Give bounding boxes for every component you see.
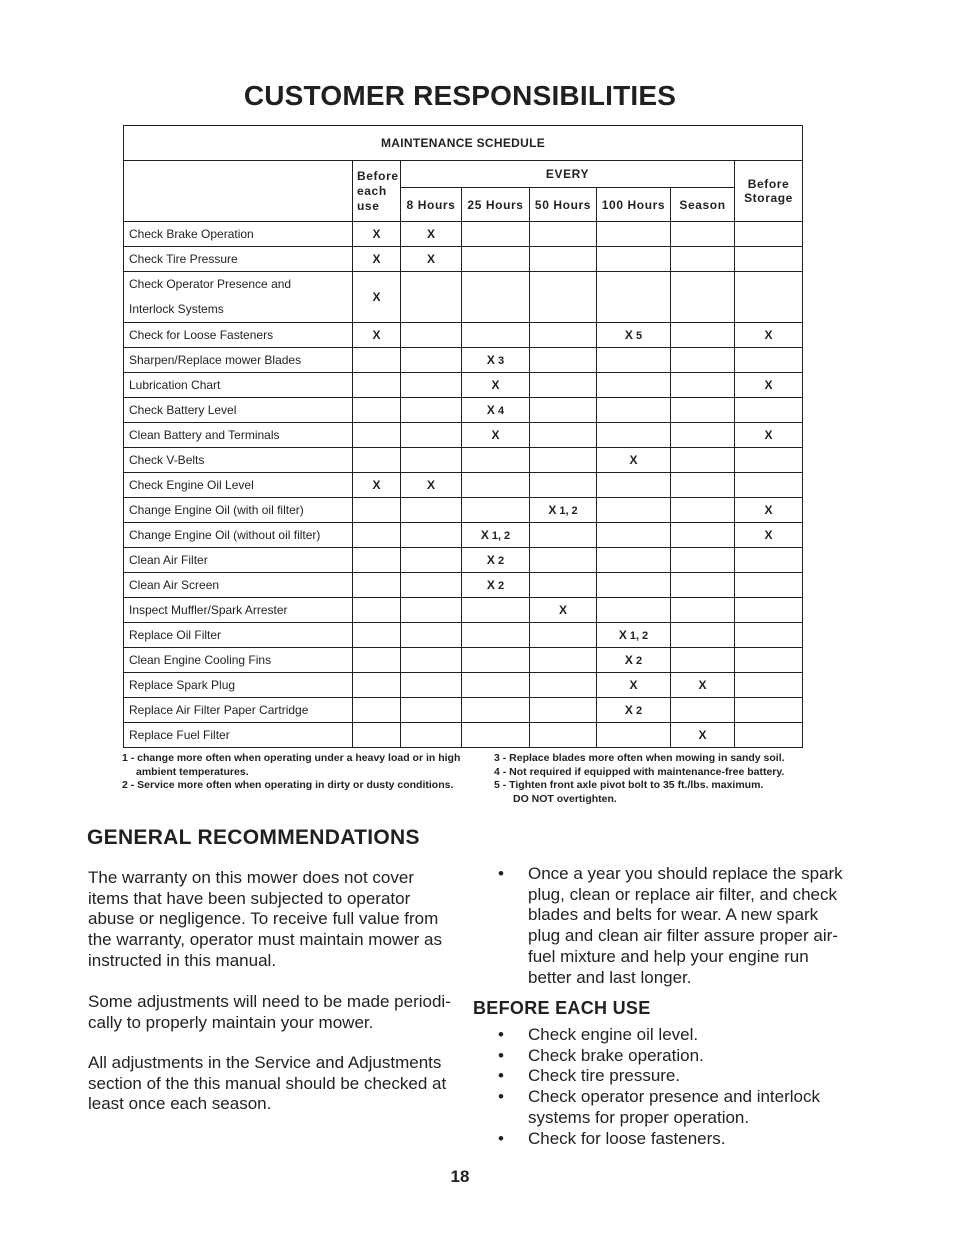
table-row: [124, 272, 803, 323]
schedule-mark-cell: [671, 598, 735, 623]
x-mark: X: [764, 378, 773, 392]
schedule-mark-cell: [401, 548, 462, 573]
task-cell: Change Engine Oil (without oil filter): [124, 523, 353, 548]
x-mark: X: [372, 290, 381, 304]
schedule-mark-cell: [353, 598, 401, 623]
footnote-ref: 2: [635, 655, 643, 667]
x-mark: X: [426, 252, 435, 266]
x-mark: X: [764, 503, 773, 517]
bullet-icon: •: [498, 1128, 504, 1148]
schedule-mark-cell: [597, 323, 671, 348]
schedule-mark-cell: [671, 673, 735, 698]
schedule-mark-cell: [530, 623, 597, 648]
footnote-ref: 2: [635, 705, 643, 717]
x-mark: X: [548, 503, 557, 517]
x-mark: X: [480, 528, 489, 542]
schedule-mark-cell: [401, 673, 462, 698]
col-before-each-use: Before each use: [353, 161, 401, 222]
schedule-mark-cell: [597, 247, 671, 272]
schedule-mark-cell: [671, 222, 735, 247]
schedule-mark-cell: [735, 523, 803, 548]
schedule-mark-cell: [671, 698, 735, 723]
schedule-mark-cell: [353, 373, 401, 398]
schedule-mark-cell: [530, 247, 597, 272]
schedule-mark-cell: [530, 573, 597, 598]
schedule-mark-cell: [530, 448, 597, 473]
x-mark: X: [372, 478, 381, 492]
general-recommendations-heading: GENERAL RECOMMENDATIONS: [87, 826, 420, 849]
table-row: [124, 673, 803, 698]
schedule-mark-cell: [401, 222, 462, 247]
schedule-mark-cell: [530, 548, 597, 573]
col-50-hours: 50 Hours: [530, 188, 597, 222]
maintenance-schedule-table: [123, 125, 802, 748]
schedule-mark-cell: [597, 272, 671, 323]
schedule-mark-cell: [462, 548, 530, 573]
table-row: [124, 247, 803, 272]
x-mark: X: [698, 678, 707, 692]
schedule-mark-cell: [401, 523, 462, 548]
schedule-mark-cell: [530, 423, 597, 448]
table-row: [124, 448, 803, 473]
schedule-mark-cell: [597, 698, 671, 723]
schedule-mark-cell: [353, 448, 401, 473]
schedule-mark-cell: [530, 373, 597, 398]
x-mark: X: [491, 428, 500, 442]
schedule-mark-cell: [671, 272, 735, 323]
schedule-mark-cell: [462, 623, 530, 648]
footnote-ref: 1, 2: [629, 630, 649, 642]
schedule-mark-cell: [353, 222, 401, 247]
schedule-mark-cell: [462, 348, 530, 373]
schedule-mark-cell: [462, 398, 530, 423]
task-cell: Clean Battery and Terminals: [124, 423, 353, 448]
footnote-3: 3 - Replace blades more often when mowing in sandy soil.: [494, 752, 785, 764]
schedule-mark-cell: [353, 348, 401, 373]
schedule-mark-cell: [462, 598, 530, 623]
schedule-mark-cell: [735, 448, 803, 473]
schedule-mark-cell: [671, 423, 735, 448]
table-row: [124, 523, 803, 548]
schedule-mark-cell: [735, 373, 803, 398]
schedule-mark-cell: [735, 323, 803, 348]
footnotes-right: [494, 752, 814, 806]
schedule-mark-cell: [462, 648, 530, 673]
x-mark: X: [426, 478, 435, 492]
schedule-mark-cell: [735, 348, 803, 373]
x-mark: X: [624, 653, 633, 667]
x-mark: X: [698, 728, 707, 742]
schedule-mark-cell: [353, 498, 401, 523]
table-row: [124, 473, 803, 498]
schedule-mark-cell: [401, 423, 462, 448]
task-cell: Check for Loose Fasteners: [124, 323, 353, 348]
schedule-mark-cell: [671, 398, 735, 423]
schedule-mark-cell: [735, 498, 803, 523]
table-row: [124, 373, 803, 398]
schedule-mark-cell: [597, 598, 671, 623]
x-mark: X: [491, 378, 500, 392]
schedule-mark-cell: [353, 473, 401, 498]
list-item: • Check for loose fasteners.: [498, 1128, 726, 1148]
schedule-mark-cell: [530, 398, 597, 423]
table-row: [124, 723, 803, 748]
x-mark: X: [764, 428, 773, 442]
schedule-mark-cell: [597, 723, 671, 748]
bullet-icon: •: [498, 1045, 504, 1065]
footnote-ref: 2: [497, 555, 505, 567]
task-cell: Check Battery Level: [124, 398, 353, 423]
list-item: • Check brake operation.: [498, 1045, 704, 1065]
schedule-mark-cell: [401, 373, 462, 398]
schedule-mark-cell: [597, 423, 671, 448]
schedule-mark-cell: [597, 623, 671, 648]
list-item: • Check tire pressure.: [498, 1066, 681, 1086]
footnote-5-cont: DO NOT overtighten.: [513, 792, 617, 805]
schedule-mark-cell: [530, 498, 597, 523]
task-cell: Inspect Muffler/Spark Arrester: [124, 598, 353, 623]
task-cell: Replace Spark Plug: [124, 673, 353, 698]
col-100-hours: 100 Hours: [597, 188, 671, 222]
schedule-mark-cell: [353, 723, 401, 748]
page-number: 18: [450, 1167, 470, 1186]
task-cell: Lubrication Chart: [124, 373, 353, 398]
x-mark: X: [629, 453, 638, 467]
bullet-icon: •: [498, 1025, 504, 1044]
yearly-bullet-list: [498, 864, 843, 988]
schedule-mark-cell: [401, 348, 462, 373]
x-mark: X: [486, 553, 495, 567]
schedule-mark-cell: [597, 548, 671, 573]
bullet-icon: •: [498, 864, 504, 883]
schedule-mark-cell: [530, 323, 597, 348]
schedule-mark-cell: [671, 623, 735, 648]
task-cell: Change Engine Oil (with oil filter): [124, 498, 353, 523]
table-row: [124, 573, 803, 598]
schedule-mark-cell: [353, 423, 401, 448]
schedule-mark-cell: [353, 673, 401, 698]
footnote-ref: 1, 2: [491, 530, 511, 542]
schedule-mark-cell: [353, 548, 401, 573]
schedule-mark-cell: [530, 222, 597, 247]
col-25-hours: 25 Hours: [462, 188, 530, 222]
x-mark: X: [486, 403, 495, 417]
before-each-use-list: [498, 1025, 843, 1149]
schedule-mark-cell: [353, 323, 401, 348]
schedule-mark-cell: [597, 498, 671, 523]
schedule-mark-cell: [462, 423, 530, 448]
schedule-mark-cell: [401, 498, 462, 523]
table-caption: MAINTENANCE SCHEDULE: [124, 126, 803, 161]
schedule-mark-cell: [530, 523, 597, 548]
x-mark: X: [764, 528, 773, 542]
schedule-mark-cell: [671, 473, 735, 498]
col-before-storage: Before Storage: [735, 161, 803, 222]
footnote-ref: 5: [635, 330, 643, 342]
schedule-mark-cell: [597, 648, 671, 673]
x-mark: X: [372, 252, 381, 266]
footnote-ref: 2: [497, 580, 505, 592]
schedule-mark-cell: [735, 247, 803, 272]
schedule-mark-cell: [401, 623, 462, 648]
schedule-mark-cell: [401, 323, 462, 348]
footnote-1-cont: ambient temperatures.: [136, 765, 249, 778]
schedule-mark-cell: [401, 723, 462, 748]
list-item: • Once a year you should replace the spark plug, clean or replace air filter, and check blades and belts for wear. A new spark plug and clean air filter assure proper air-fuel mixture and help your engine run better and last longer.: [498, 864, 843, 987]
adjustments-paragraph: Some adjustments will need to be made periodi-cally to properly maintain your mower.: [88, 992, 451, 1032]
schedule-mark-cell: [735, 222, 803, 247]
schedule-mark-cell: [462, 247, 530, 272]
schedule-mark-cell: [462, 222, 530, 247]
schedule-mark-cell: [401, 598, 462, 623]
schedule-mark-cell: [735, 623, 803, 648]
footnote-ref: 4: [497, 405, 505, 417]
schedule-mark-cell: [597, 348, 671, 373]
schedule-mark-cell: [401, 473, 462, 498]
warranty-paragraph: The warranty on this mower does not cover items that have been subjected to operator abuse or negligence. To receive full value from the warranty, operator must maintain mower as instructed in this manual.: [88, 868, 442, 970]
schedule-mark-cell: [671, 523, 735, 548]
table-row: [124, 598, 803, 623]
schedule-mark-cell: [671, 498, 735, 523]
x-mark: X: [486, 353, 495, 367]
table-row: [124, 648, 803, 673]
schedule-mark-cell: [353, 648, 401, 673]
schedule-mark-cell: [735, 272, 803, 323]
list-item: • Check engine oil level.: [498, 1025, 699, 1044]
schedule-mark-cell: [530, 698, 597, 723]
schedule-mark-cell: [597, 373, 671, 398]
page-title: CUSTOMER RESPONSIBILITIES: [243, 80, 677, 111]
x-mark: X: [624, 703, 633, 717]
season-check-paragraph: All adjustments in the Service and Adjustments section of the this manual should be checked at least once each season.: [88, 1053, 447, 1114]
task-cell: Check Engine Oil Level: [124, 473, 353, 498]
footnote-ref: 1, 2: [559, 505, 578, 517]
table-row: [124, 698, 803, 723]
schedule-mark-cell: [401, 698, 462, 723]
schedule-mark-cell: [462, 323, 530, 348]
schedule-mark-cell: [671, 648, 735, 673]
schedule-mark-cell: [597, 473, 671, 498]
schedule-mark-cell: [735, 548, 803, 573]
table-row: [124, 222, 803, 247]
x-mark: X: [558, 603, 567, 617]
task-cell: Clean Air Screen: [124, 573, 353, 598]
task-cell: Sharpen/Replace mower Blades: [124, 348, 353, 373]
schedule-mark-cell: [401, 448, 462, 473]
schedule-mark-cell: [462, 373, 530, 398]
list-item: • Check operator presence and interlock systems for proper operation.: [498, 1087, 820, 1127]
schedule-mark-cell: [735, 423, 803, 448]
table-row: [124, 548, 803, 573]
task-cell: Replace Oil Filter: [124, 623, 353, 648]
schedule-mark-cell: [671, 373, 735, 398]
schedule-mark-cell: [597, 573, 671, 598]
schedule-mark-cell: [353, 398, 401, 423]
schedule-mark-cell: [530, 673, 597, 698]
task-cell: Replace Fuel Filter: [124, 723, 353, 748]
schedule-mark-cell: [530, 272, 597, 323]
schedule-mark-cell: [671, 348, 735, 373]
footnotes-left: [122, 752, 492, 793]
schedule-mark-cell: [671, 723, 735, 748]
table-row: [124, 423, 803, 448]
col-every: EVERY: [401, 161, 735, 188]
table-row: [124, 348, 803, 373]
x-mark: X: [372, 227, 381, 241]
schedule-mark-cell: [462, 523, 530, 548]
task-cell: Replace Air Filter Paper Cartridge: [124, 698, 353, 723]
schedule-mark-cell: [735, 598, 803, 623]
schedule-mark-cell: [735, 698, 803, 723]
table-row: [124, 498, 803, 523]
schedule-mark-cell: [353, 272, 401, 323]
x-mark: X: [486, 578, 495, 592]
schedule-mark-cell: [597, 222, 671, 247]
schedule-mark-cell: [735, 648, 803, 673]
task-header-blank: [124, 161, 353, 222]
footnote-4: 4 - Not required if equipped with maintenance-free battery.: [494, 765, 785, 778]
schedule-mark-cell: [462, 448, 530, 473]
schedule-mark-cell: [671, 573, 735, 598]
schedule-mark-cell: [353, 523, 401, 548]
col-season: Season: [671, 188, 735, 222]
x-mark: X: [372, 328, 381, 342]
schedule-mark-cell: [735, 673, 803, 698]
schedule-mark-cell: [353, 573, 401, 598]
schedule-mark-cell: [401, 247, 462, 272]
task-cell: Check Tire Pressure: [124, 247, 353, 272]
task-cell: Check V-Belts: [124, 448, 353, 473]
task-cell: Check Brake Operation: [124, 222, 353, 247]
schedule-mark-cell: [671, 247, 735, 272]
schedule-mark-cell: [530, 648, 597, 673]
schedule-mark-cell: [735, 473, 803, 498]
schedule-mark-cell: [530, 598, 597, 623]
schedule-mark-cell: [597, 448, 671, 473]
schedule-mark-cell: [462, 473, 530, 498]
schedule-mark-cell: [530, 348, 597, 373]
task-cell: Check Operator Presence and Interlock Systems: [124, 272, 353, 323]
schedule-mark-cell: [462, 272, 530, 323]
schedule-mark-cell: [530, 723, 597, 748]
x-mark: X: [426, 227, 435, 241]
x-mark: X: [618, 628, 627, 642]
schedule-mark-cell: [462, 723, 530, 748]
schedule-mark-cell: [671, 448, 735, 473]
schedule-mark-cell: [671, 548, 735, 573]
schedule-body: [124, 222, 803, 748]
schedule-mark-cell: [597, 398, 671, 423]
bullet-icon: •: [498, 1066, 504, 1086]
schedule-mark-cell: [353, 247, 401, 272]
x-mark: X: [624, 328, 633, 342]
before-each-use-heading: BEFORE EACH USE: [473, 998, 651, 1018]
schedule-mark-cell: [597, 523, 671, 548]
schedule-mark-cell: [530, 473, 597, 498]
schedule-mark-cell: [401, 272, 462, 323]
x-mark: X: [764, 328, 773, 342]
table-row: [124, 623, 803, 648]
schedule-mark-cell: [462, 573, 530, 598]
footnote-2: 2 - Service more often when operating in dirty or dusty conditions.: [122, 779, 454, 791]
footnote-5: 5 - Tighten front axle pivot bolt to 35 ft./lbs. maximum.: [494, 779, 764, 791]
schedule-mark-cell: [401, 398, 462, 423]
col-8-hours: 8 Hours: [401, 188, 462, 222]
schedule-mark-cell: [671, 323, 735, 348]
schedule-mark-cell: [735, 723, 803, 748]
schedule-mark-cell: [462, 498, 530, 523]
schedule-mark-cell: [462, 673, 530, 698]
x-mark: X: [629, 678, 638, 692]
schedule-mark-cell: [401, 573, 462, 598]
schedule-mark-cell: [735, 573, 803, 598]
schedule-mark-cell: [735, 398, 803, 423]
schedule-mark-cell: [353, 698, 401, 723]
schedule-mark-cell: [401, 648, 462, 673]
task-cell: Clean Engine Cooling Fins: [124, 648, 353, 673]
footnote-1: 1 - change more often when operating under a heavy load or in high: [122, 752, 461, 764]
footnote-ref: 3: [497, 355, 505, 367]
table-row: [124, 323, 803, 348]
bullet-icon: •: [498, 1087, 504, 1107]
schedule-mark-cell: [462, 698, 530, 723]
schedule-mark-cell: [353, 623, 401, 648]
schedule-mark-cell: [597, 673, 671, 698]
table-row: [124, 398, 803, 423]
task-cell: Clean Air Filter: [124, 548, 353, 573]
